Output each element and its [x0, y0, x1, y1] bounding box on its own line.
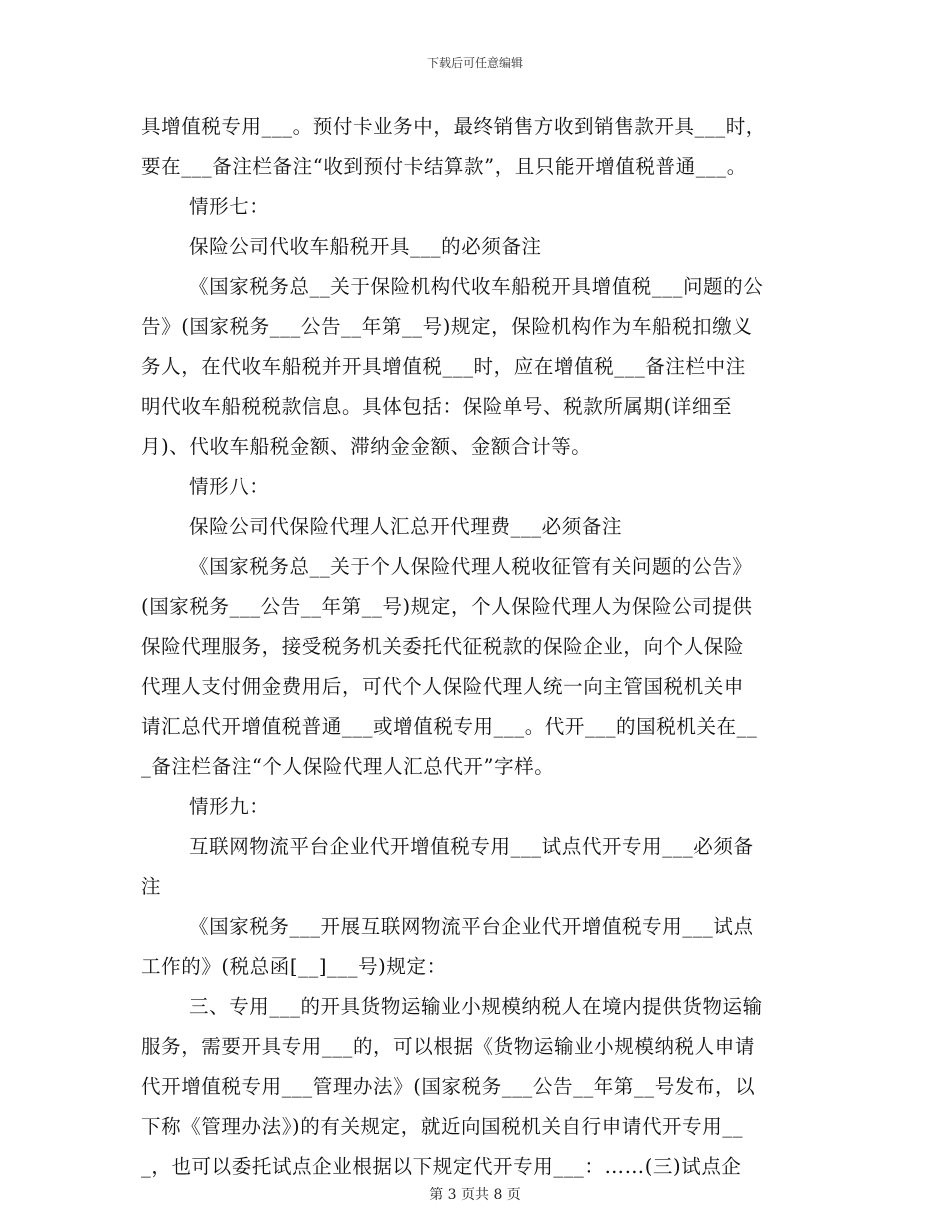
document-body	[141, 107, 816, 1187]
text-line: 情形九：	[189, 795, 270, 818]
text-line: 情形八：	[189, 475, 270, 498]
text-line: 互联网物流平台企业代开增值税专用___试点代开专用___必须备	[189, 835, 754, 858]
text-line: 《国家税务___开展互联网物流平台企业代开增值税专用___试点	[189, 915, 754, 938]
text-line: 工作的》(税总函[__]___号)规定：	[141, 955, 447, 978]
text-line: 服务，需要开具专用___的，可以根据《货物运输业小规模纳税人申请	[141, 1035, 755, 1058]
text-line: 告》(国家税务___公告__年第__号)规定，保险机构作为车船税扣缴义	[141, 315, 753, 338]
text-line: 月)、代收车船税金额、滞纳金金额、金额合计等。	[141, 435, 592, 458]
text-line: 保险公司代收车船税开具___的必须备注	[189, 235, 542, 258]
text-line: 具增值税专用___。预付卡业务中，最终销售方收到销售款开具___时，	[141, 115, 766, 138]
text-line: 《国家税务总__关于保险机构代收车船税开具增值税___问题的公	[189, 275, 764, 298]
text-line: 保险公司代保险代理人汇总开代理费___必须备注	[189, 515, 623, 538]
text-line: 要在___备注栏备注“收到预付卡结算款”，且只能开增值税普通___。	[141, 155, 747, 178]
text-line: 务人，在代收车船税并开具增值税___时，应在增值税___备注栏中注	[141, 355, 746, 378]
text-line: _，也可以委托试点企业根据以下规定代开专用___：……(三)试点企	[141, 1155, 742, 1178]
text-line: 三、专用___的开具货物运输业小规模纳税人在境内提供货物运输	[189, 995, 763, 1018]
page-footer: 第 3 页共 8 页	[429, 1187, 521, 1203]
text-line: 下称《管理办法》)的有关规定，就近向国税机关自行申请代开专用__	[141, 1115, 744, 1138]
text-line: 注	[141, 875, 162, 898]
text-line: _备注栏备注“个人保险代理人汇总代开”字样。	[141, 755, 555, 778]
page-header: 下载后可任意编辑	[426, 56, 523, 70]
text-line: 保险代理服务，接受税务机关委托代征税款的保险企业，向个人保险	[141, 635, 745, 658]
text-line: 《国家税务总__关于个人保险代理人税收征管有关问题的公告》	[189, 555, 753, 578]
text-line: (国家税务___公告__年第__号)规定，个人保险代理人为保险公司提供	[141, 595, 753, 618]
text-line: 明代收车船税税款信息。具体包括：保险单号、税款所属期(详细至	[141, 395, 733, 418]
text-line: 请汇总代开增值税普通___或增值税专用___。代开___的国税机关在__	[141, 715, 758, 738]
text-line: 代理人支付佣金费用后，可代个人保险代理人统一向主管国税机关申	[141, 675, 745, 698]
text-line: 代开增值税专用___管理办法》(国家税务___公告__年第__号发布，以	[141, 1075, 756, 1098]
text-line: 情形七：	[189, 195, 270, 218]
